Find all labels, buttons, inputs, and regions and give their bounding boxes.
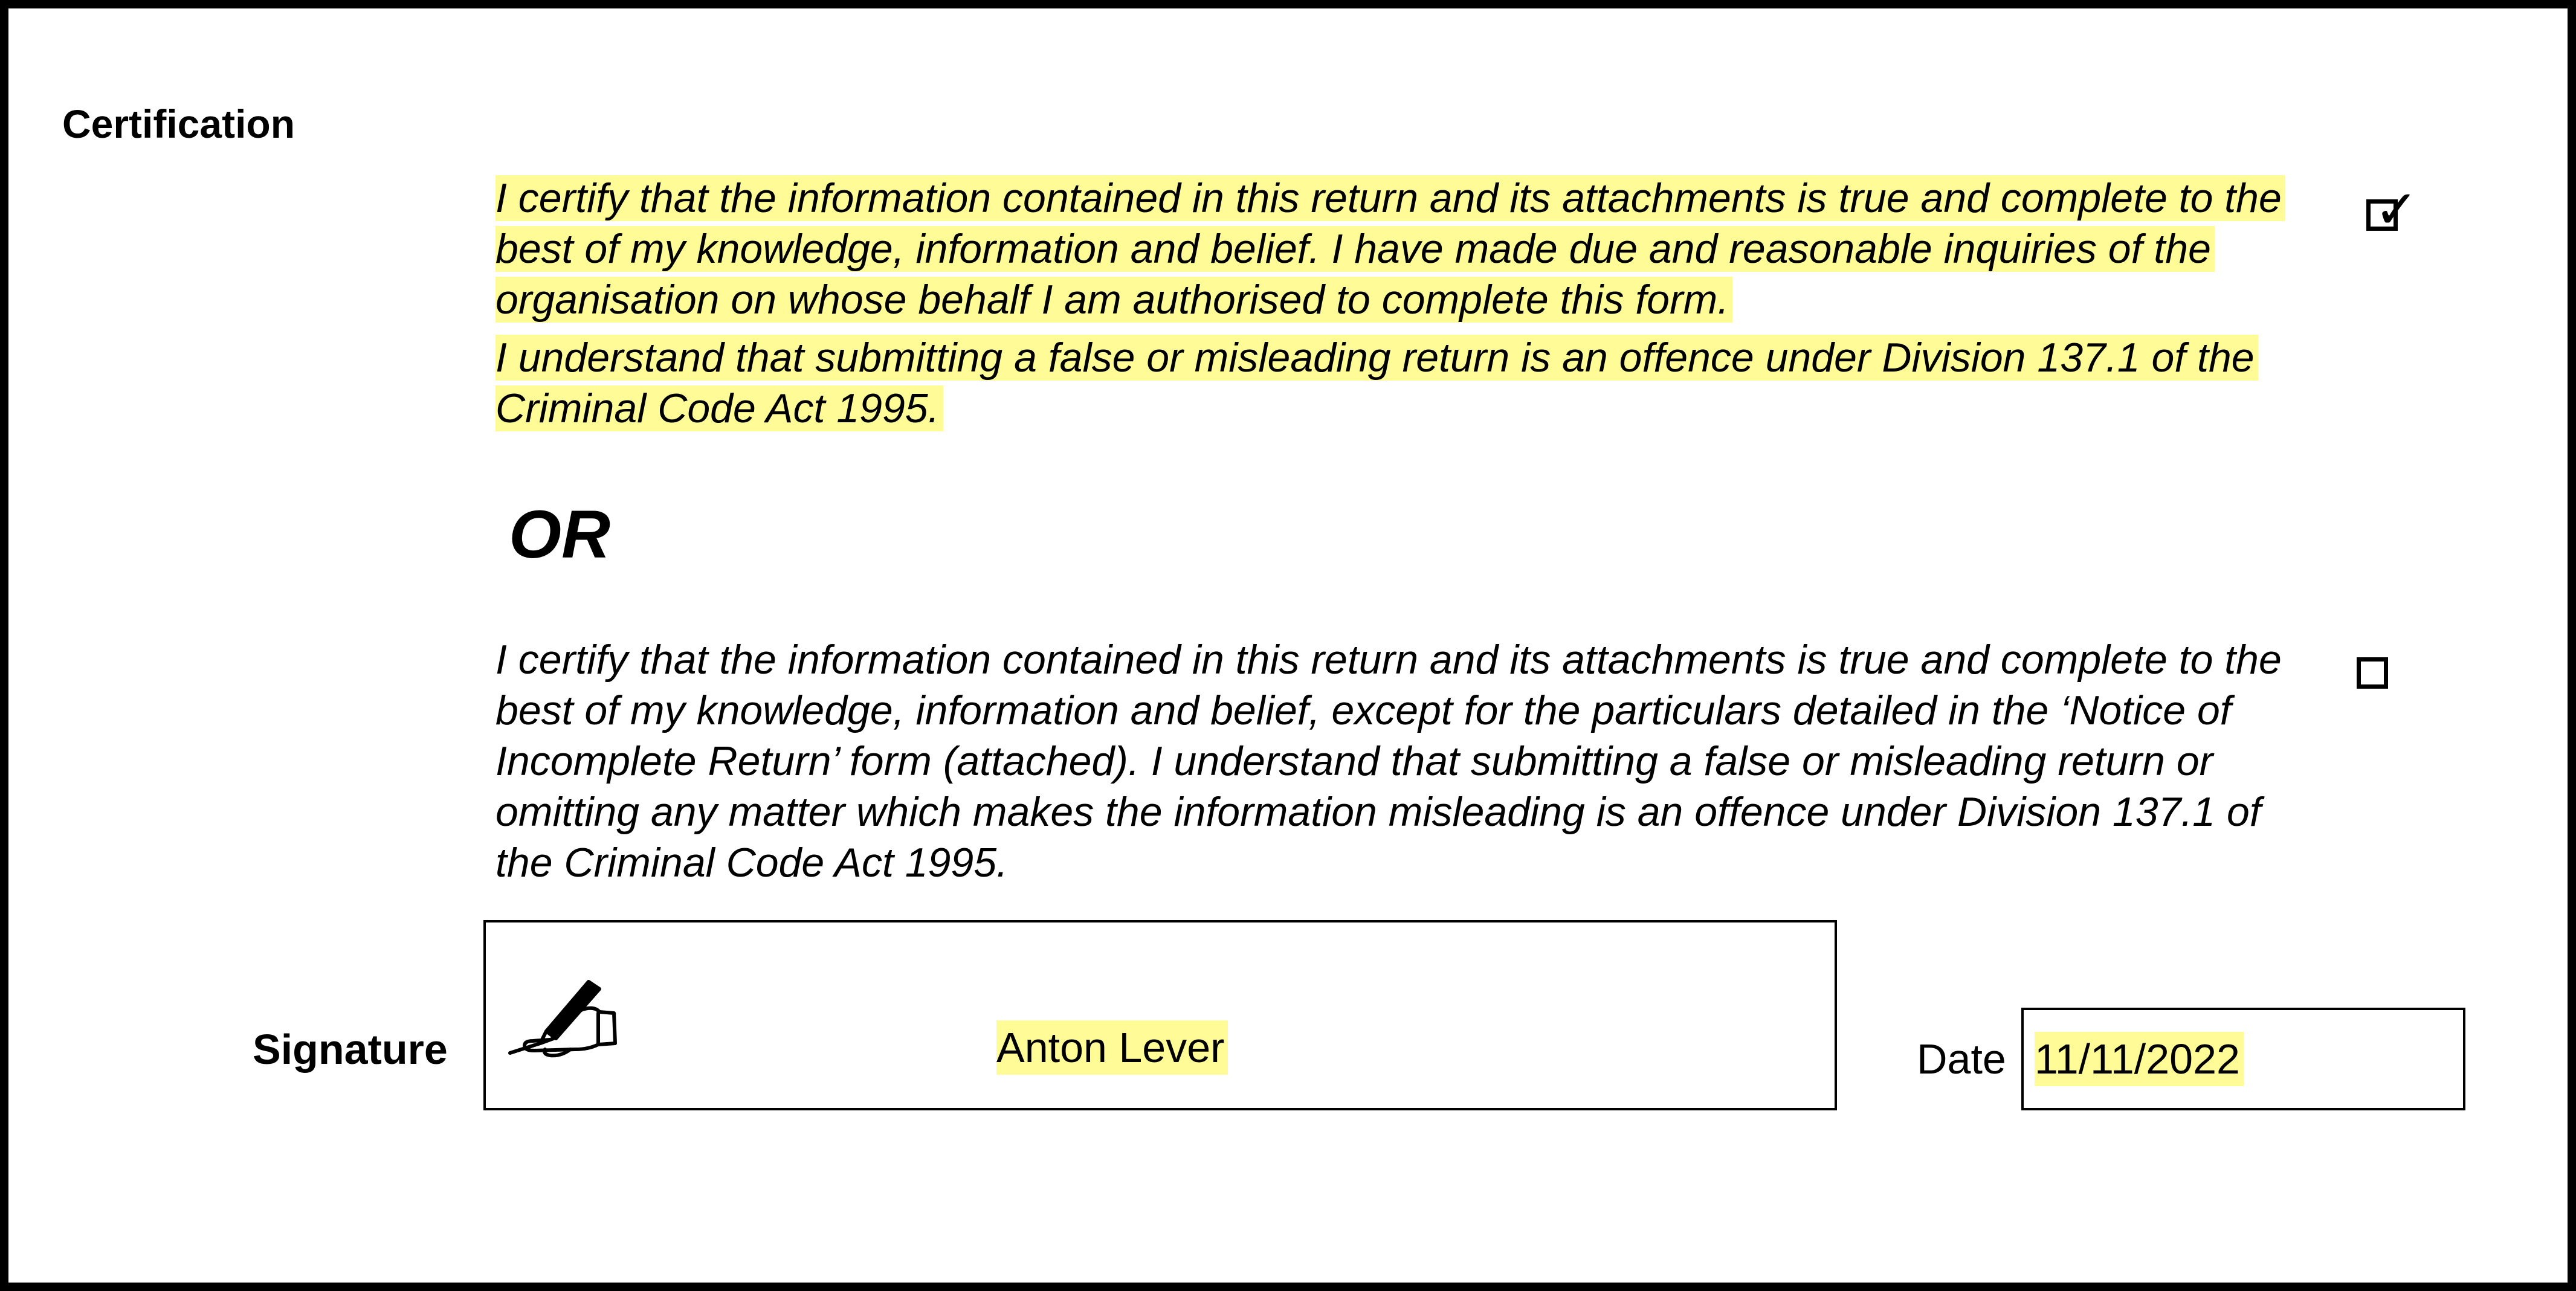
- or-separator: OR: [509, 497, 610, 572]
- signature-label: Signature: [253, 1026, 448, 1073]
- date-value: 11/11/2022: [2035, 1032, 2244, 1086]
- section-title: Certification: [62, 101, 295, 146]
- signature-field[interactable]: [483, 920, 1837, 1110]
- highlighted-text: I understand that submitting a false or misleading return is an offence under Division 137.1 of the Criminal Code Act 1995.: [496, 335, 2258, 431]
- certification-option1-paragraph1: [496, 173, 2320, 325]
- checkmark-icon: ✓: [2374, 178, 2419, 240]
- certify-complete-checkbox[interactable]: [2366, 178, 2419, 240]
- certify-incomplete-checkbox[interactable]: [2357, 657, 2388, 689]
- certification-option1-paragraph2: [496, 332, 2320, 434]
- signature-name: Anton Lever: [996, 1020, 1228, 1075]
- date-label: Date: [1917, 1035, 2006, 1083]
- certification-option2-paragraph: I certify that the information contained in this return and its attachments is true and complete to the best of my knowledge, information and belief, except for the particulars detailed in the ‘Notice of Incomplete Return’ form (attached). I understand that submitting a false or misleading return or omitting any matter which makes the information misleading is an offence under Division 137.1 of the Criminal Code Act 1995.: [496, 637, 2282, 886]
- writing-hand-icon: [498, 976, 625, 1066]
- date-field[interactable]: [2021, 1008, 2465, 1110]
- highlighted-text: I certify that the information contained in this return and its attachments is true and complete to the best of my knowledge, information and belief. I have made due and reasonable inquiries of the organisation on whose behalf I am authorised to complete this form.: [496, 175, 2285, 323]
